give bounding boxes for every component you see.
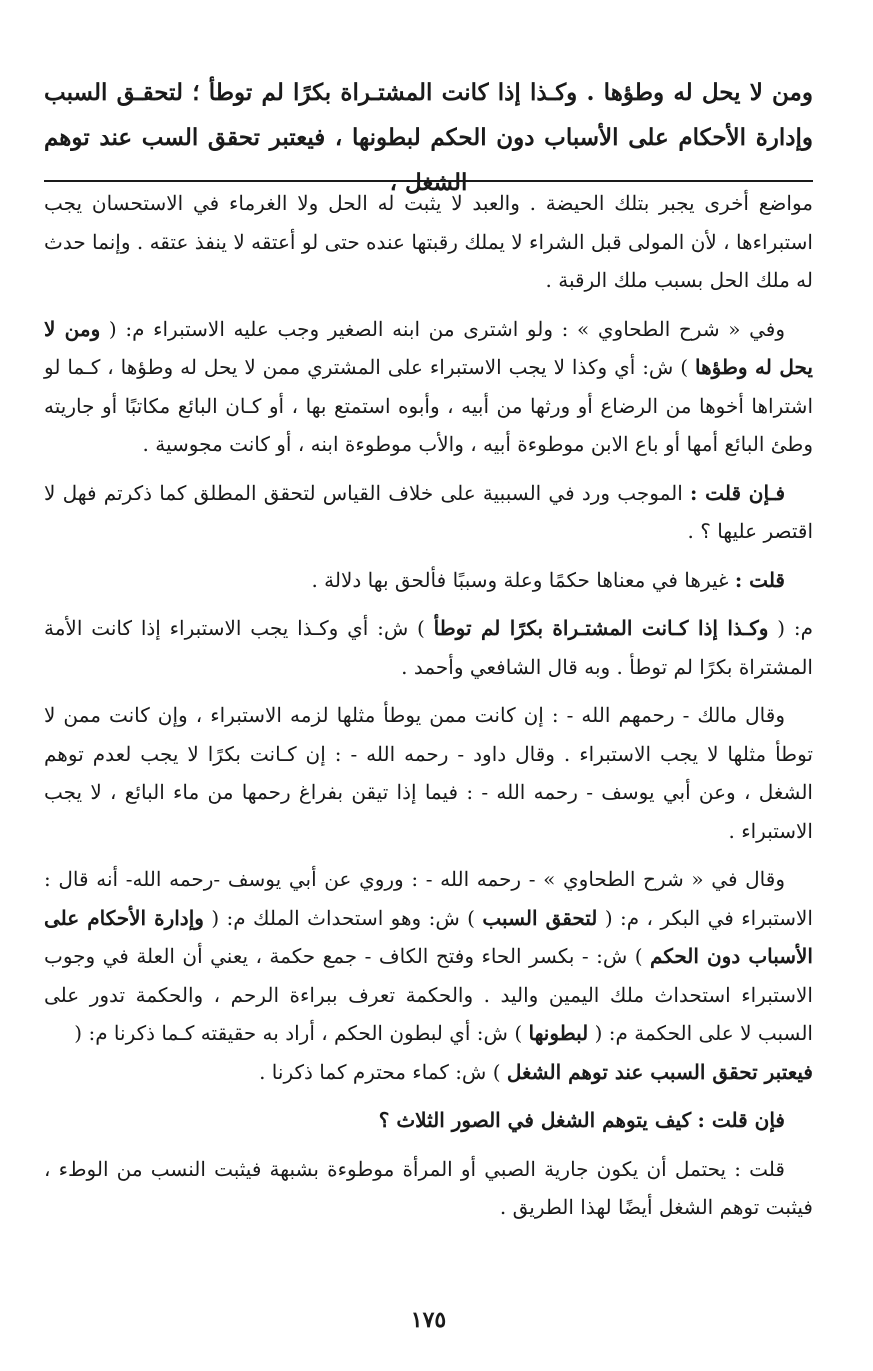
commentary-paragraph	[44, 860, 813, 1091]
book-page	[44, 0, 813, 1371]
commentary-paragraph: قلت : يحتمل أن يكون جارية الصبي أو المرأة موطوءة بشبهة فيثبت النسب من الوطء ، فيثبت توهم الشغل أيضًا لهذا الطريق .	[44, 1156, 813, 1219]
commentary-text: ) ش: كماء محترم كما ذكرنا .	[259, 1059, 501, 1084]
question-text: كيف يتوهم الشغل في الصور الثلاث ؟	[378, 1108, 692, 1132]
commentary-paragraph	[44, 609, 813, 686]
commentary-text: ) ش: وهو استحداث الملك م: (	[211, 905, 475, 930]
commentary-text: ) ش: أي لبطون الحكم ، أراد به حقيقته كـما ذكرنا م: (	[74, 1021, 523, 1045]
commentary-text: وفي « شرح الطحاوي » : ولو اشترى من ابنه الصغير وجب عليه الاستبراء م: (	[108, 316, 785, 341]
commentary-text: م: (	[777, 616, 814, 640]
matn-quote: وكـذا إذا كـانت المشتـراة بكرًا لم توطأ	[433, 616, 769, 640]
commentary-section	[44, 184, 813, 1237]
answer-label: قلت :	[734, 567, 785, 592]
question-label: فـإن قلت :	[690, 480, 785, 505]
commentary-paragraph	[44, 561, 813, 600]
footnote-divider	[44, 180, 813, 182]
commentary-text: ) ش: أي وكذا لا يجب الاستبراء على المشتري ممن لا يحل له وطؤها ، كـما لو اشتراها أخوها من الرضاع أو ورثها من أبيه ، وأبوه استمتع بها ، أو كـان البائع مكاتبًا أو جاريته وطئ البائع أمها أو باع الابن موطوءة أبيه ، والأب موطوءة ابنه ، أو كانت مجوسية .	[44, 355, 813, 456]
matn-quote: لبطونها	[528, 1021, 589, 1045]
matn-quote: وإدارة الأحكام على الأسباب دون الحكم	[44, 905, 813, 968]
commentary-paragraph	[44, 1101, 813, 1140]
commentary-paragraph	[44, 474, 813, 551]
commentary-text: وقال في « شرح الطحاوي » - رحمه الله - : وروي عن أبي يوسف -رحمه الله- أنه قال : الاستبراء في البكر ، م: (	[44, 867, 813, 930]
matn-quote: فيعتبر تحقق السبب عند توهم الشغل	[506, 1059, 813, 1084]
commentary-text: ) ش: أي وكـذا يجب الاستبراء إذا كانت الأمة المشتراة بكرًا لم توطأ . وبه قال الشافعي وأحمد .	[44, 616, 813, 679]
question-label: فإن قلت :	[697, 1108, 785, 1132]
matn-text: ومن لا يحل له وطؤها . وكـذا إذا كانت المشتـراة بكرًا لم توطأ ؛ لتحقـق السبب وإدارة الأحكام على الأسباب دون الحكم لبطونها ، فيعتبر تحقق السب عند توهم الشغل ،	[44, 79, 813, 196]
commentary-paragraph	[44, 310, 813, 464]
page-number: ١٧٥	[410, 1307, 447, 1333]
commentary-text: غيرها في معناها حكمًا وعلة وسببًا فألحق بها دلالة .	[311, 567, 729, 592]
commentary-paragraph: مواضع أخرى يجبر بتلك الحيضة . والعبد لا يثبت له الحل ولا الغرماء في الاستحسان يجب استبراءها ، لأن المولى قبل الشراء لا يملك رقبتها عنده حتى لو أعتقه لا ينفذ عتقه . وإنما حدث له ملك الحل بسبب ملك الرقبة .	[44, 191, 813, 292]
matn-quote: ومن لا يحل له وطؤها	[44, 316, 814, 379]
matn-quote: لتحقق السبب	[482, 905, 598, 930]
commentary-text: الموجب ورد في السببية على خلاف القياس لتحقق المطلق كما ذكرتم فهل لا اقتصر عليها ؟ .	[44, 480, 813, 543]
commentary-text: ) ش: - بكسر الحاء وفتح الكاف - جمع حكمة ، يعني أن العلة في وجوب الاستبراء استحداث ملك اليمين واليد . والحكمة تعرف ببراءة الرحم ، والحكمة تدور على السبب لا على الحكمة م: (	[44, 944, 813, 1045]
commentary-paragraph: وقال مالك - رحمهم الله - : إن كانت ممن يوطأ مثلها لزمه الاستبراء ، وإن كانت ممن لا توطأ مثلها لا يجب الاستبراء . وقال داود - رحمه الله - : إن كـانت بكرًا لا يجب لعدم توهم الشغل ، وعن أبي يوسف - رحمه الله - : فيما إذا تيقن بفراغ رحمها من ماء البائع ، لا يجب الاستبراء .	[44, 703, 813, 843]
